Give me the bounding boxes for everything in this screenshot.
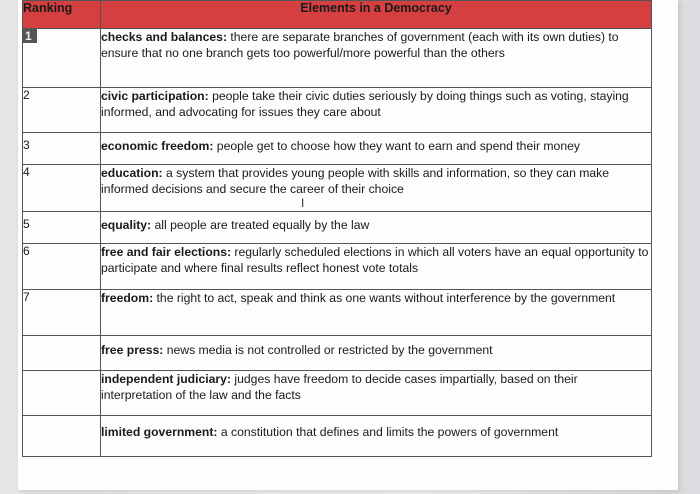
worksheet xyxy=(18,0,678,490)
element-description: a system that provides young people with skills and information, so they can make informed decisions and secure the career of their choice xyxy=(101,166,610,196)
rank-cell[interactable] xyxy=(23,290,101,336)
element-term: equality: xyxy=(101,218,152,232)
rank-cell[interactable] xyxy=(23,244,101,290)
table-row xyxy=(23,212,652,244)
element-cell xyxy=(101,371,652,416)
element-term: economic freedom: xyxy=(101,139,214,153)
element-term: limited government: xyxy=(101,425,218,439)
element-cell xyxy=(101,88,652,133)
element-term: independent judiciary: xyxy=(101,372,232,386)
element-description: judges have freedom to decide cases impartially, based on their interpretation of the law and the facts xyxy=(101,372,578,402)
table-row xyxy=(23,244,652,290)
rank-value: 3 xyxy=(23,138,30,152)
rank-value: 2 xyxy=(23,88,30,102)
table-row xyxy=(23,165,652,212)
element-term: checks and balances: xyxy=(101,30,227,44)
rank-cell[interactable] xyxy=(23,88,101,133)
table-row xyxy=(23,88,652,133)
element-description: people get to choose how they want to earn and spend their money xyxy=(213,139,580,153)
rank-value: 1 xyxy=(23,29,37,43)
header-row xyxy=(23,1,652,29)
rank-cell[interactable] xyxy=(23,212,101,244)
element-description: there are separate branches of government (each with its own duties) to ensure that no one branch gets too powerful/more powerful than the others xyxy=(101,30,619,60)
element-cell xyxy=(101,244,652,290)
text-cursor-icon: I xyxy=(301,196,305,210)
rank-cell[interactable] xyxy=(23,371,101,416)
element-term: free press: xyxy=(101,343,164,357)
democracy-ranking-table xyxy=(22,0,652,457)
elements-header: Elements in a Democracy xyxy=(101,1,652,29)
rank-value: 4 xyxy=(23,165,30,179)
element-description: the right to act, speak and think as one wants without interference by the government xyxy=(153,291,616,305)
rank-cell[interactable] xyxy=(23,133,101,165)
element-description: all people are treated equally by the law xyxy=(151,218,370,232)
table-row xyxy=(23,290,652,336)
element-description: a constitution that defines and limits the powers of government xyxy=(217,425,559,439)
element-term: free and fair elections: xyxy=(101,245,232,259)
element-term: freedom: xyxy=(101,291,154,305)
element-cell xyxy=(101,336,652,371)
table-row xyxy=(23,416,652,457)
element-description: regularly scheduled elections in which all voters have an equal opportunity to participate and where final results reflect honest vote totals xyxy=(101,245,649,275)
rank-value: 6 xyxy=(23,244,30,258)
table-row xyxy=(23,336,652,371)
element-description: people take their civic duties seriously by doing things such as voting, staying informed, and advocating for issues they care about xyxy=(101,89,629,119)
rank-cell[interactable] xyxy=(23,29,101,88)
element-description: news media is not controlled or restricted by the government xyxy=(163,343,493,357)
element-cell xyxy=(101,416,652,457)
element-term: education: xyxy=(101,166,163,180)
element-cell xyxy=(101,133,652,165)
rank-cell[interactable] xyxy=(23,416,101,457)
element-cell xyxy=(101,165,652,212)
element-cell xyxy=(101,290,652,336)
element-cell xyxy=(101,212,652,244)
table-row xyxy=(23,29,652,88)
rank-cell[interactable] xyxy=(23,336,101,371)
rank-value: 7 xyxy=(23,290,30,304)
element-term: civic participation: xyxy=(101,89,209,103)
rank-value: 5 xyxy=(23,217,30,231)
ranking-header: Ranking xyxy=(23,1,101,29)
rank-cell[interactable] xyxy=(23,165,101,212)
element-cell xyxy=(101,29,652,88)
table-row xyxy=(23,371,652,416)
table-row xyxy=(23,133,652,165)
